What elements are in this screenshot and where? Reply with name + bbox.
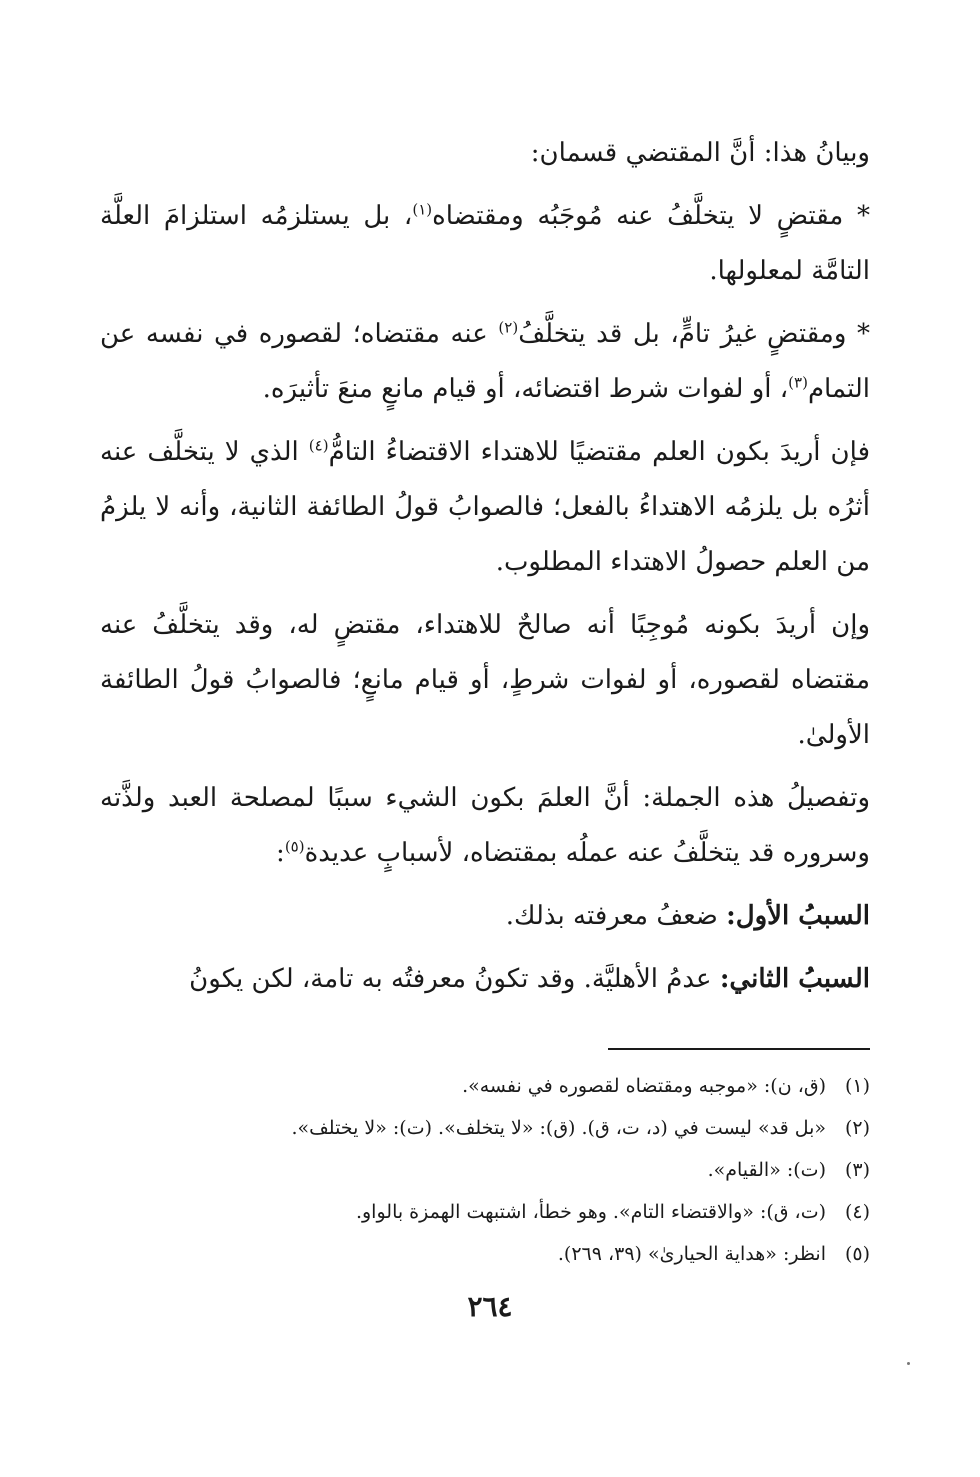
- footnotes: [110, 1065, 870, 1275]
- reason-2: [100, 952, 870, 1007]
- footnote-1-number: (١): [844, 1075, 870, 1097]
- footnote-ref-2[interactable]: (٢): [498, 318, 519, 337]
- paragraph-1-text: * مقتضٍ لا يتخلَّفُ عنه مُوجَبُه ومقتضاه: [432, 201, 870, 231]
- footnote-1-text: (ق، ن): «موجبه ومقتضاه لقصوره في نفسه».: [462, 1075, 826, 1097]
- paragraph-5-text: وتفصيلُ هذه الجملة: أنَّ العلمَ بكون الشيء سببًا لمصلحة العبد ولذَّته وسروره قد يتخلَّفُ عنه عملُه بمقتضاه، لأسبابٍ عديدة: [100, 783, 870, 868]
- page-number: ٢٦٤: [467, 1290, 513, 1323]
- footnote-ref-1[interactable]: (١): [412, 200, 433, 219]
- paragraph-1-rest: ، بل يستلزمُه استلزامَ العلَّة التامَّة لمعلولها.: [100, 201, 870, 286]
- paragraph-5-rest: :: [276, 838, 285, 868]
- paragraph-2-text: * ومقتضٍ غيرُ تامٍّ، بل قد يتخلَّفُ: [518, 319, 871, 349]
- footnote-2-text: «بل قد» ليست في (د، ت، ق). (ق): «لا يتخلف». (ت): «لا يختلف».: [291, 1117, 826, 1139]
- footnote-3-number: (٣): [844, 1159, 870, 1181]
- footnote-ref-5[interactable]: (٥): [284, 837, 305, 856]
- footnote-4-text: (ت، ق): «والاقتضاء التام». وهو خطأ، اشتبهت الهمزة بالواو.: [355, 1201, 826, 1223]
- footnote-2-number: (٢): [844, 1117, 870, 1139]
- footnote-4-number: (٤): [844, 1201, 870, 1223]
- footnote-1: [110, 1065, 870, 1107]
- reason-1: [100, 889, 870, 944]
- intro-line: [100, 126, 870, 181]
- paragraph-5: [100, 771, 870, 881]
- footnote-3-text: (ت): «القيام».: [707, 1159, 826, 1181]
- footnote-ref-4[interactable]: (٤): [308, 436, 329, 455]
- footnote-divider: [608, 1048, 870, 1050]
- paragraph-4-text: وإن أريدَ بكونه مُوجِبًا أنه صالحٌ للاهتداء، مقتضٍ له، وقد يتخلَّفُ عنه مقتضاه لقصوره، أو لفوات شرطٍ، أو قيام مانعٍ؛ فالصوابُ قولُ الطائفة الأولىٰ.: [100, 610, 870, 750]
- paragraph-2-mid: عنه مقتضاه؛ لقصوره في نفسه عن التمام: [100, 319, 870, 404]
- reason-2-heading: السببُ الثاني:: [719, 964, 870, 994]
- paragraph-3-rest: الذي لا يتخلَّف عنه أثرُه بل يلزمُه الاهتداءُ بالفعل؛ فالصوابُ قولُ الطائفة الثانية، وأنه لا يلزمُ من العلم حصولُ الاهتداء المطلوب.: [100, 437, 870, 577]
- footnote-5: [110, 1233, 870, 1275]
- reason-1-heading: السببُ الأول:: [726, 901, 870, 931]
- reason-2-text: عدمُ الأهليَّة. وقد تكونُ معرفتُه به تامة، لكن يكونُ: [189, 964, 720, 994]
- footnote-4: [110, 1191, 870, 1233]
- paragraph-2: [100, 307, 870, 417]
- footnote-2: [110, 1107, 870, 1149]
- reason-1-text: ضعفُ معرفته بذلك.: [505, 901, 727, 931]
- scan-speck: [907, 1362, 910, 1365]
- paragraph-3: [100, 425, 870, 590]
- paragraph-1: [100, 189, 870, 299]
- page-body: [100, 120, 870, 1015]
- paragraph-4: [100, 598, 870, 763]
- footnote-3: [110, 1149, 870, 1191]
- paragraph-2-rest: ، أو لفوات شرط اقتضائه، أو قيام مانعٍ منعَ تأثيرَه.: [262, 374, 789, 404]
- footnote-5-text: انظر: «هداية الحيارىٰ» (٣٩، ٢٦٩).: [557, 1243, 826, 1265]
- footnote-ref-3[interactable]: (٣): [788, 373, 808, 392]
- intro-text: وبيانُ هذا: أنَّ المقتضي قسمان:: [530, 138, 870, 168]
- footnote-5-number: (٥): [844, 1243, 870, 1265]
- paragraph-3-text: فإن أريدَ بكون العلم مقتضيًا للاهتداء الاقتضاءُ التامُّ: [328, 437, 870, 467]
